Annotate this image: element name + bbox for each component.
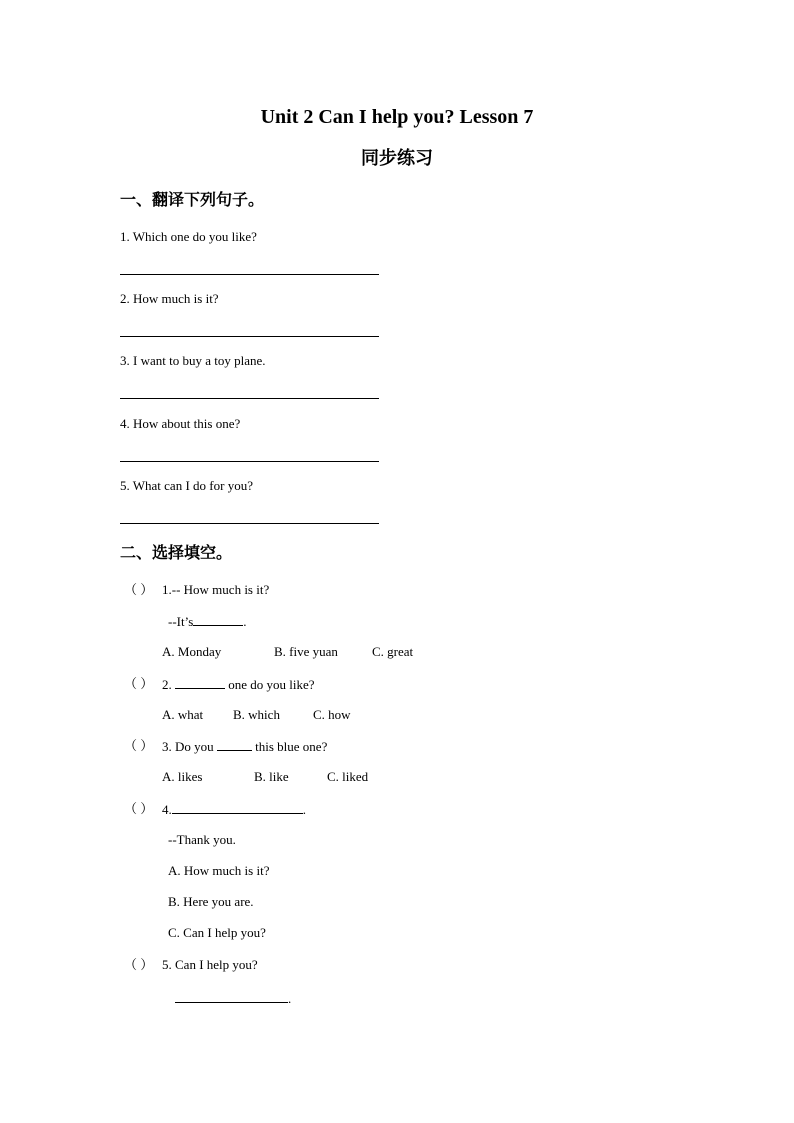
fill-blank-4[interactable] <box>172 800 303 814</box>
option-4b: B. Here you are. <box>168 894 254 909</box>
translate-answer-line-3[interactable] <box>120 398 379 399</box>
option-2a: A. what <box>162 707 204 722</box>
choice-question-5: 5. Can I help you? <box>162 957 258 972</box>
option-1b: B. five yuan <box>274 644 338 659</box>
choice-question-4 <box>162 800 306 819</box>
translate-question-4: 4. How about this one? <box>120 416 241 431</box>
translate-answer-line-4[interactable] <box>120 461 379 462</box>
answer-bracket-5[interactable]: （ ） <box>124 957 154 972</box>
page-subtitle: 同步练习 <box>361 148 433 169</box>
fill-blank-3[interactable] <box>217 737 252 751</box>
option-4c: C. Can I help you? <box>168 925 266 940</box>
choice-question-2 <box>162 675 315 694</box>
q2-suffix: one do you like? <box>225 677 315 692</box>
q3-suffix: this blue one? <box>251 739 328 754</box>
answer-bracket-1[interactable]: （ ） <box>124 582 154 597</box>
choice-question-1-reply <box>168 612 247 631</box>
fill-blank-2[interactable] <box>175 675 225 689</box>
fill-blank-1[interactable] <box>193 612 243 626</box>
choice-question-1: 1.-- How much is it? <box>162 582 270 597</box>
q5-suffix: . <box>288 991 292 1006</box>
translate-question-3: 3. I want to buy a toy plane. <box>120 353 266 368</box>
page-title: Unit 2 Can I help you? Lesson 7 <box>260 106 534 128</box>
translate-answer-line-1[interactable] <box>120 274 379 275</box>
choice-question-3 <box>162 737 327 756</box>
option-2b: B. which <box>233 707 280 722</box>
answer-bracket-4[interactable]: （ ） <box>124 801 154 816</box>
option-3b: B. like <box>254 769 289 784</box>
choice-question-5-answer <box>175 989 291 1008</box>
translate-question-2: 2. How much is it? <box>120 291 219 306</box>
choice-question-4-reply: --Thank you. <box>168 832 236 847</box>
q2-prefix: 2. <box>162 677 175 692</box>
reply-prefix: --It’s <box>168 614 194 629</box>
translate-answer-line-2[interactable] <box>120 336 379 337</box>
option-2c: C. how <box>313 707 351 722</box>
reply-suffix: . <box>243 614 247 629</box>
section1-heading: 一、翻译下列句子。 <box>120 190 265 209</box>
option-1a: A. Monday <box>162 644 222 659</box>
option-3c: C. liked <box>327 769 369 784</box>
option-1c: C. great <box>372 644 414 659</box>
translate-question-5: 5. What can I do for you? <box>120 478 253 493</box>
option-4a: A. How much is it? <box>168 863 270 878</box>
section2-heading: 二、选择填空。 <box>120 543 233 562</box>
translate-answer-line-5[interactable] <box>120 523 379 524</box>
answer-bracket-3[interactable]: （ ） <box>124 738 154 753</box>
fill-blank-5[interactable] <box>175 989 288 1003</box>
q3-prefix: 3. Do you <box>162 739 217 754</box>
q4-suffix: . <box>302 802 306 817</box>
q4-prefix: 4. <box>162 802 172 817</box>
translate-question-1: 1. Which one do you like? <box>120 229 257 244</box>
answer-bracket-2[interactable]: （ ） <box>124 676 154 691</box>
option-3a: A. likes <box>162 769 203 784</box>
